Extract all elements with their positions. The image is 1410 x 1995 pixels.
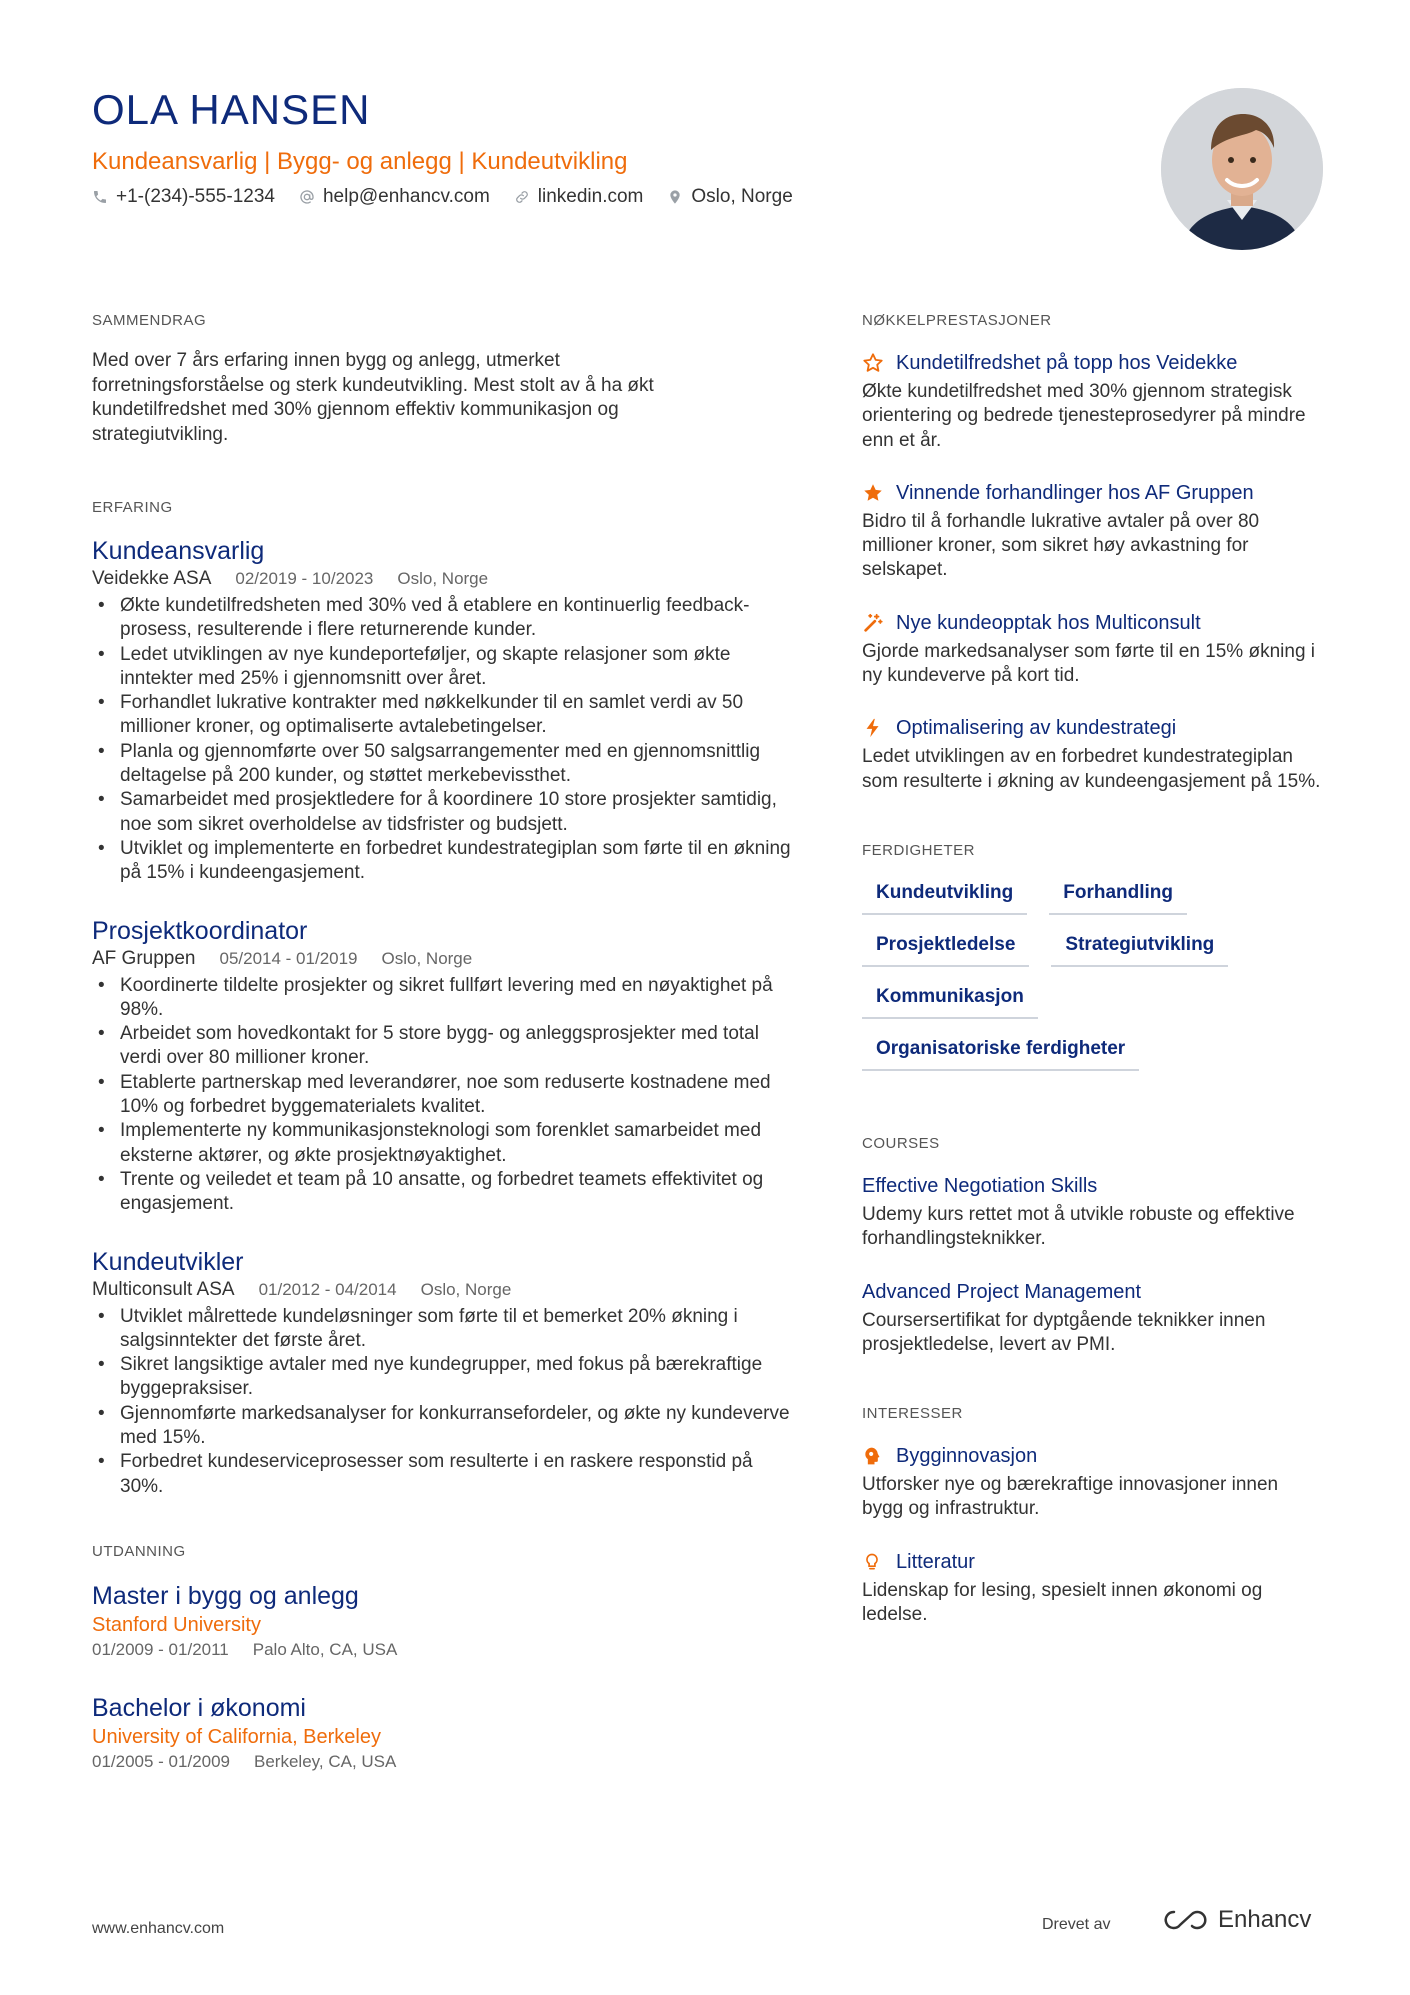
achievement-desc: Bidro til å forhandle lukrative avtaler på over 80 millioner kroner, som sikret høy avkastning for selskapet. bbox=[862, 510, 1260, 581]
skills-heading: FERDIGHETER bbox=[862, 841, 976, 859]
course-title: Effective Negotiation Skills bbox=[862, 1174, 1098, 1197]
job-location: Oslo, Norge bbox=[381, 948, 473, 968]
job-bullet: • Trente og veiledet et team på 10 ansatte, og forbedret teamets effektivitet og engasjement. bbox=[92, 1168, 792, 1217]
job-bullet: • Etablerte partnerskap med leverandører, noe som reduserte kostnadene med 10% og forbedret byggematerialets kvalitet. bbox=[92, 1071, 792, 1120]
job-title: Kundeansvarlig bbox=[92, 537, 265, 565]
link-icon bbox=[514, 189, 530, 205]
interest-desc: Utforsker nye og bærekraftige innovasjoner innen bygg og infrastruktur. bbox=[862, 1474, 1279, 1520]
star-outline-icon bbox=[862, 352, 884, 374]
brain-head-icon bbox=[862, 1446, 882, 1466]
job-bullet: • Utviklet målrettede kundeløsninger som førte til et bemerket 20% økning i salgsinntekter det første året. bbox=[92, 1305, 792, 1354]
location-text: Oslo, Norge bbox=[691, 186, 793, 207]
interest-header bbox=[862, 1548, 1322, 1576]
interests-section bbox=[862, 1405, 1322, 1627]
skill-tag: Kommunikasjon bbox=[862, 983, 1038, 1019]
job-meta bbox=[92, 1279, 792, 1301]
education-heading: UTDANNING bbox=[92, 1542, 186, 1560]
achievement-item bbox=[862, 479, 1322, 583]
summary-heading: SAMMENDRAG bbox=[92, 312, 207, 329]
achievement-title: Vinnende forhandlinger hos AF Gruppen bbox=[896, 481, 1254, 504]
job-location: Oslo, Norge bbox=[397, 569, 489, 588]
profile-photo bbox=[1161, 88, 1323, 250]
achievement-desc: Ledet utviklingen av en forbedret kundestrategiplan som resulterte i økning av kundeengasjement på 15%. bbox=[862, 746, 1321, 792]
skill-tag: Organisatoriske ferdigheter bbox=[862, 1035, 1139, 1071]
job-location: Oslo, Norge bbox=[420, 1279, 512, 1299]
achievement-header bbox=[862, 609, 1322, 637]
contact-location bbox=[667, 186, 792, 208]
enhancv-logo[interactable] bbox=[1162, 1906, 1311, 1934]
lightning-icon bbox=[862, 717, 884, 739]
at-icon bbox=[299, 189, 315, 205]
achievements-section bbox=[862, 312, 1322, 794]
avatar-portrait bbox=[1161, 88, 1323, 250]
education-entry bbox=[92, 1580, 792, 1662]
education-meta bbox=[92, 1750, 792, 1774]
interests-heading: INTERESSER bbox=[862, 1405, 963, 1423]
job-bullet: • Samarbeidet med prosjektledere for å koordinere 10 store prosjekter samtidig, noe som sikret overholdelse av tidsfrister og budsjett. bbox=[92, 788, 792, 837]
lightbulb-icon bbox=[862, 1552, 882, 1572]
skills-section bbox=[862, 842, 1322, 1071]
right-column bbox=[862, 312, 1322, 1653]
summary-text: Med over 7 års erfaring innen bygg og anlegg, utmerket forretningsforståelse og sterk kundeutvikling. Mest stolt av å ha økt kundetilfredshet med 30% gjennom effektiv kommunikasjon og strategiutvikling. bbox=[92, 350, 654, 445]
brand-name: Enhancv bbox=[1218, 1906, 1312, 1933]
job-bullet: • Implementerte ny kommunikasjonsteknologi som forenklet samarbeidet med eksterne aktører, og økte prosjektnøyaktighet. bbox=[92, 1119, 792, 1168]
course-desc: Coursersertifikat for dyptgående teknikker innen prosjektledelse, levert av PMI. bbox=[862, 1309, 1266, 1355]
achievement-item bbox=[862, 349, 1322, 453]
location-pin-icon bbox=[667, 189, 683, 205]
footer-powered-by: Drevet av bbox=[1042, 1916, 1111, 1933]
education-dates: 01/2009 - 01/2011 bbox=[92, 1639, 229, 1659]
job-bullet: • Utviklet og implementerte en forbedret kundestrategiplan som førte til en økning på 15% i kundeengasjement. bbox=[92, 837, 792, 886]
interest-desc: Lidenskap for lesing, spesielt innen økonomi og ledelse. bbox=[862, 1579, 1263, 1626]
interest-title: Litteratur bbox=[896, 1550, 975, 1573]
course-desc: Udemy kurs rettet mot å utvikle robuste og effektive forhandlingsteknikker. bbox=[862, 1203, 1295, 1250]
contact-linkedin[interactable] bbox=[514, 186, 644, 208]
job-bullet: • Planla og gjennomførte over 50 salgsarrangementer med en gjennomsnittlig deltagelse på 200 kunder, og støttet merkebevissthet. bbox=[92, 740, 792, 789]
course-item bbox=[862, 1278, 1322, 1358]
job-bullet: • Arbeidet som hovedkontakt for 5 store bygg- og anleggsprosjekter med total verdi over 80 millioner kroner. bbox=[92, 1022, 792, 1071]
experience-section bbox=[92, 499, 792, 1499]
job-bullet: • Gjennomførte markedsanalyser for konkurransefordeler, og økte ny kundeverve med 15%. bbox=[92, 1402, 792, 1451]
courses-section bbox=[862, 1135, 1322, 1357]
achievement-title: Optimalisering av kundestrategi bbox=[896, 717, 1177, 740]
job-bullet: • Forhandlet lukrative kontrakter med nøkkelkunder til en samlet verdi av 50 millioner kroner, og optimaliserte avtalebetingelser. bbox=[92, 691, 792, 740]
job-company: Multiconsult ASA bbox=[92, 1278, 235, 1300]
contact-bar bbox=[92, 186, 793, 208]
job-bullets bbox=[92, 1305, 792, 1499]
job-bullets bbox=[92, 974, 792, 1217]
achievement-item bbox=[862, 714, 1322, 794]
achievement-item bbox=[862, 609, 1322, 689]
job-entry bbox=[92, 536, 792, 886]
achievement-desc: Økte kundetilfredshet med 30% gjennom strategisk orientering og bedrede tjenesteprosedyrer på mindre enn et år. bbox=[862, 381, 1306, 451]
job-dates: 05/2014 - 01/2019 bbox=[219, 948, 358, 968]
job-meta bbox=[92, 568, 792, 590]
achievement-header bbox=[862, 349, 1322, 377]
summary-section bbox=[92, 312, 792, 447]
achievement-header bbox=[862, 479, 1322, 507]
education-dates: 01/2005 - 01/2009 bbox=[92, 1751, 231, 1771]
education-location: Palo Alto, CA, USA bbox=[252, 1639, 398, 1659]
job-company: AF Gruppen bbox=[92, 947, 196, 969]
skill-tag: Strategiutvikling bbox=[1051, 931, 1228, 967]
interest-header bbox=[862, 1442, 1322, 1470]
email-text: help@enhancv.com bbox=[322, 186, 490, 207]
skill-tag: Prosjektledelse bbox=[862, 931, 1029, 967]
interest-item bbox=[862, 1548, 1322, 1628]
job-bullets bbox=[92, 594, 792, 886]
enhancv-logo-icon bbox=[1162, 1908, 1210, 1932]
experience-heading: ERFARING bbox=[92, 499, 173, 516]
skill-tag: Forhandling bbox=[1049, 879, 1187, 915]
headline: Kundeansvarlig | Bygg- og anlegg | Kundeutvikling bbox=[92, 148, 628, 175]
job-entry bbox=[92, 1247, 792, 1499]
wand-icon bbox=[862, 612, 884, 634]
achievement-desc: Gjorde markedsanalyser som førte til en 15% økning i ny kundeverve på kort tid. bbox=[862, 640, 1316, 687]
course-title: Advanced Project Management bbox=[862, 1280, 1142, 1303]
contact-email[interactable] bbox=[299, 186, 490, 208]
left-column bbox=[92, 312, 792, 1804]
achievements-heading: NØKKELPRESTASJONER bbox=[862, 312, 1052, 329]
job-bullet: • Koordinerte tildelte prosjekter og sikret fullført levering med en nøyaktighet på 98%. bbox=[92, 974, 792, 1023]
linkedin-text: linkedin.com bbox=[537, 186, 644, 207]
job-title: Prosjektkoordinator bbox=[92, 916, 308, 945]
job-entry bbox=[92, 916, 792, 1217]
course-item bbox=[862, 1172, 1322, 1252]
job-dates: 02/2019 - 10/2023 bbox=[235, 569, 374, 588]
job-company: Veidekke ASA bbox=[92, 568, 212, 589]
education-section bbox=[92, 1543, 792, 1774]
degree-title: Master i bygg og anlegg bbox=[92, 1581, 359, 1610]
achievement-header bbox=[862, 714, 1322, 742]
job-bullet: • Ledet utviklingen av nye kundeporteføljer, og skapte relasjoner som økte inntekter med 25% i gjennomsnitt over året. bbox=[92, 643, 792, 692]
skills-list bbox=[862, 879, 1322, 1071]
job-bullet: • Økte kundetilfredsheten med 30% ved å etablere en kontinuerlig feedback-prosess, resulterende i flere returnerende kunder. bbox=[92, 594, 792, 643]
footer-url[interactable]: www.enhancv.com bbox=[92, 1920, 225, 1937]
degree-title: Bachelor i økonomi bbox=[92, 1693, 306, 1722]
school-name: Stanford University bbox=[92, 1613, 261, 1636]
education-meta bbox=[92, 1638, 792, 1662]
achievement-title: Nye kundeopptak hos Multiconsult bbox=[896, 611, 1201, 634]
skill-tag: Kundeutvikling bbox=[862, 879, 1027, 915]
interest-title: Bygginnovasjon bbox=[896, 1445, 1038, 1468]
phone-text: +1-(234)-555-1234 bbox=[116, 186, 275, 207]
job-meta bbox=[92, 948, 792, 970]
education-entry bbox=[92, 1692, 792, 1774]
job-title: Kundeutvikler bbox=[92, 1247, 244, 1276]
school-name: University of California, Berkeley bbox=[92, 1725, 381, 1748]
education-location: Berkeley, CA, USA bbox=[254, 1751, 397, 1771]
job-bullet: • Sikret langsiktige avtaler med nye kundegrupper, med fokus på bærekraftige byggepraksiser. bbox=[92, 1353, 792, 1402]
phone-icon bbox=[92, 189, 108, 205]
contact-phone[interactable] bbox=[92, 186, 275, 208]
interest-item bbox=[862, 1442, 1322, 1522]
job-bullet: • Forbedret kundeserviceprosesser som resulterte i en raskere responstid på 30%. bbox=[92, 1450, 792, 1499]
achievement-title: Kundetilfredshet på topp hos Veidekke bbox=[896, 352, 1238, 374]
courses-heading: COURSES bbox=[862, 1134, 940, 1152]
job-dates: 01/2012 - 04/2014 bbox=[258, 1279, 397, 1299]
candidate-name: OLA HANSEN bbox=[92, 86, 371, 133]
star-filled-icon bbox=[862, 482, 884, 504]
